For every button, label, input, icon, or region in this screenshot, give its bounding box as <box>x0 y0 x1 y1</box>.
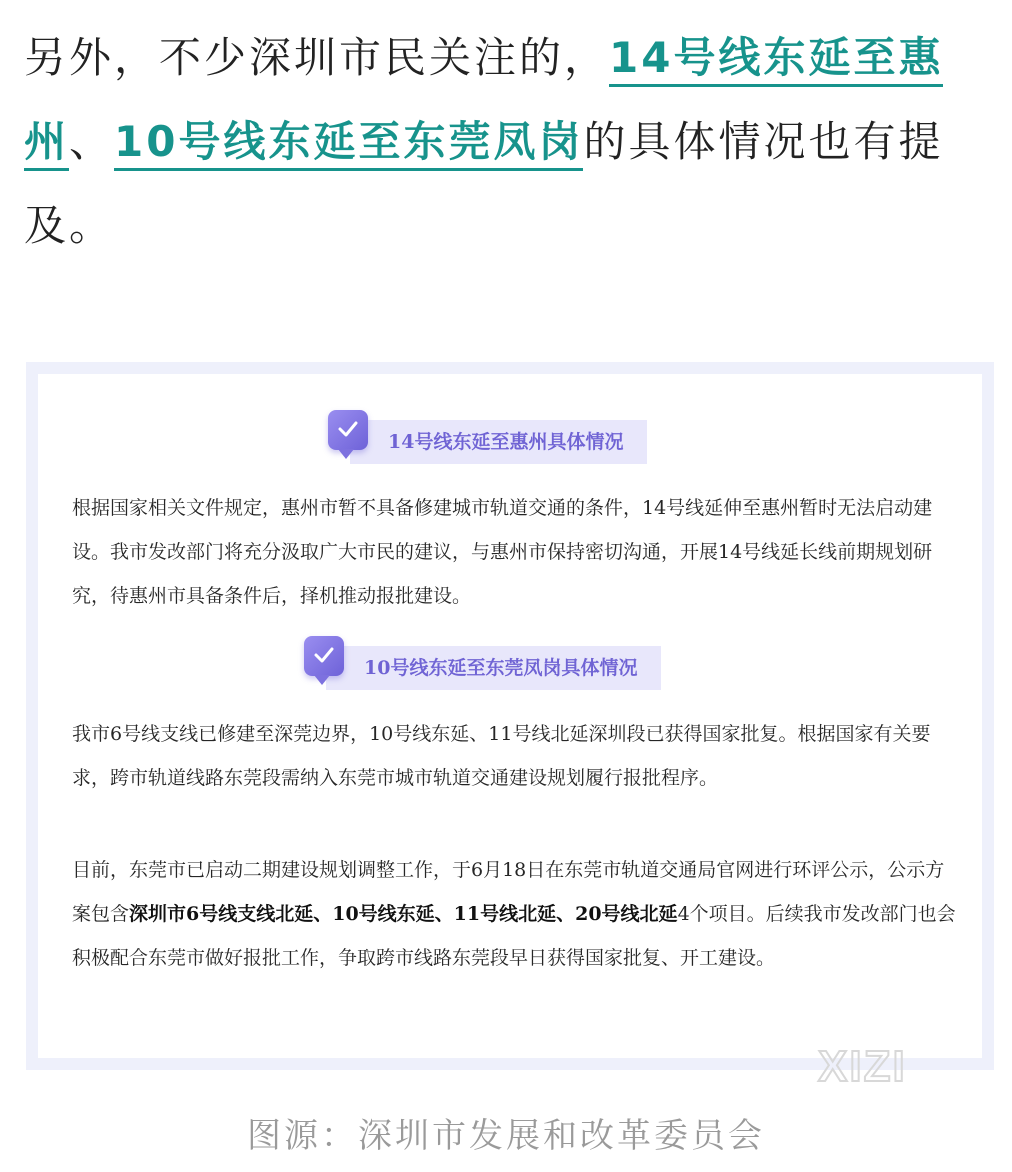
intro-text-start: 另外，不少深圳市民关注的， <box>24 33 610 82</box>
paragraph-line10-status: 我市6号线支线已修建至深莞边界，10号线东延、11号线北延深圳段已获得国家批复。根据国家有关要求，跨市轨道线路东莞段需纳入东莞市城市轨道交通建设规划履行报批程序。 <box>72 723 931 789</box>
link-line10-fenggang[interactable]: 10号线东延至东莞凤岗 <box>114 117 583 171</box>
plan-text-end: 4个项目。后续我市发改部门也会积极配合东莞市做好报批工作，争取跨市线路东莞段早日获得国家批复、开工建设。 <box>72 903 956 969</box>
info-card-body <box>38 374 982 1058</box>
plan-projects-bold: 深圳市6号线支线北延、10号线东延、11号线北延、20号线北延 <box>129 903 678 925</box>
chat-check-icon <box>304 636 344 676</box>
plan-text-start: 目前，东莞市已启动二期建设规划调整工作，于6月18日在东莞市轨道交通局官网进行环评公示，公示方案包含 <box>72 859 945 925</box>
intro-paragraph <box>24 16 994 268</box>
chat-check-icon <box>328 410 368 450</box>
section-title-line14: 14号线东延至惠州具体情况 <box>350 420 647 464</box>
section-title-line10: 10号线东延至东莞凤岗具体情况 <box>326 646 661 690</box>
xizi-watermark: XIZI <box>818 1042 907 1091</box>
intro-separator: 、 <box>69 117 115 166</box>
image-source-caption: 图源：深圳市发展和改革委员会 <box>247 1116 765 1156</box>
intro-text-end: 的具体情况也有提及。 <box>24 117 944 250</box>
info-card-image <box>26 362 994 1070</box>
link-line14-huizhou[interactable]: 14号线东延至惠州 <box>24 33 943 171</box>
paragraph-line14: 根据国家相关文件规定，惠州市暂不具备修建城市轨道交通的条件，14号线延伸至惠州暂时无法启动建设。我市发改部门将充分汲取广大市民的建议，与惠州市保持密切沟通，开展14号线延长线前期规划研究，待惠州市具备条件后，择机推动报批建设。 <box>72 497 933 607</box>
paragraph-dongguan-plan <box>72 848 956 980</box>
